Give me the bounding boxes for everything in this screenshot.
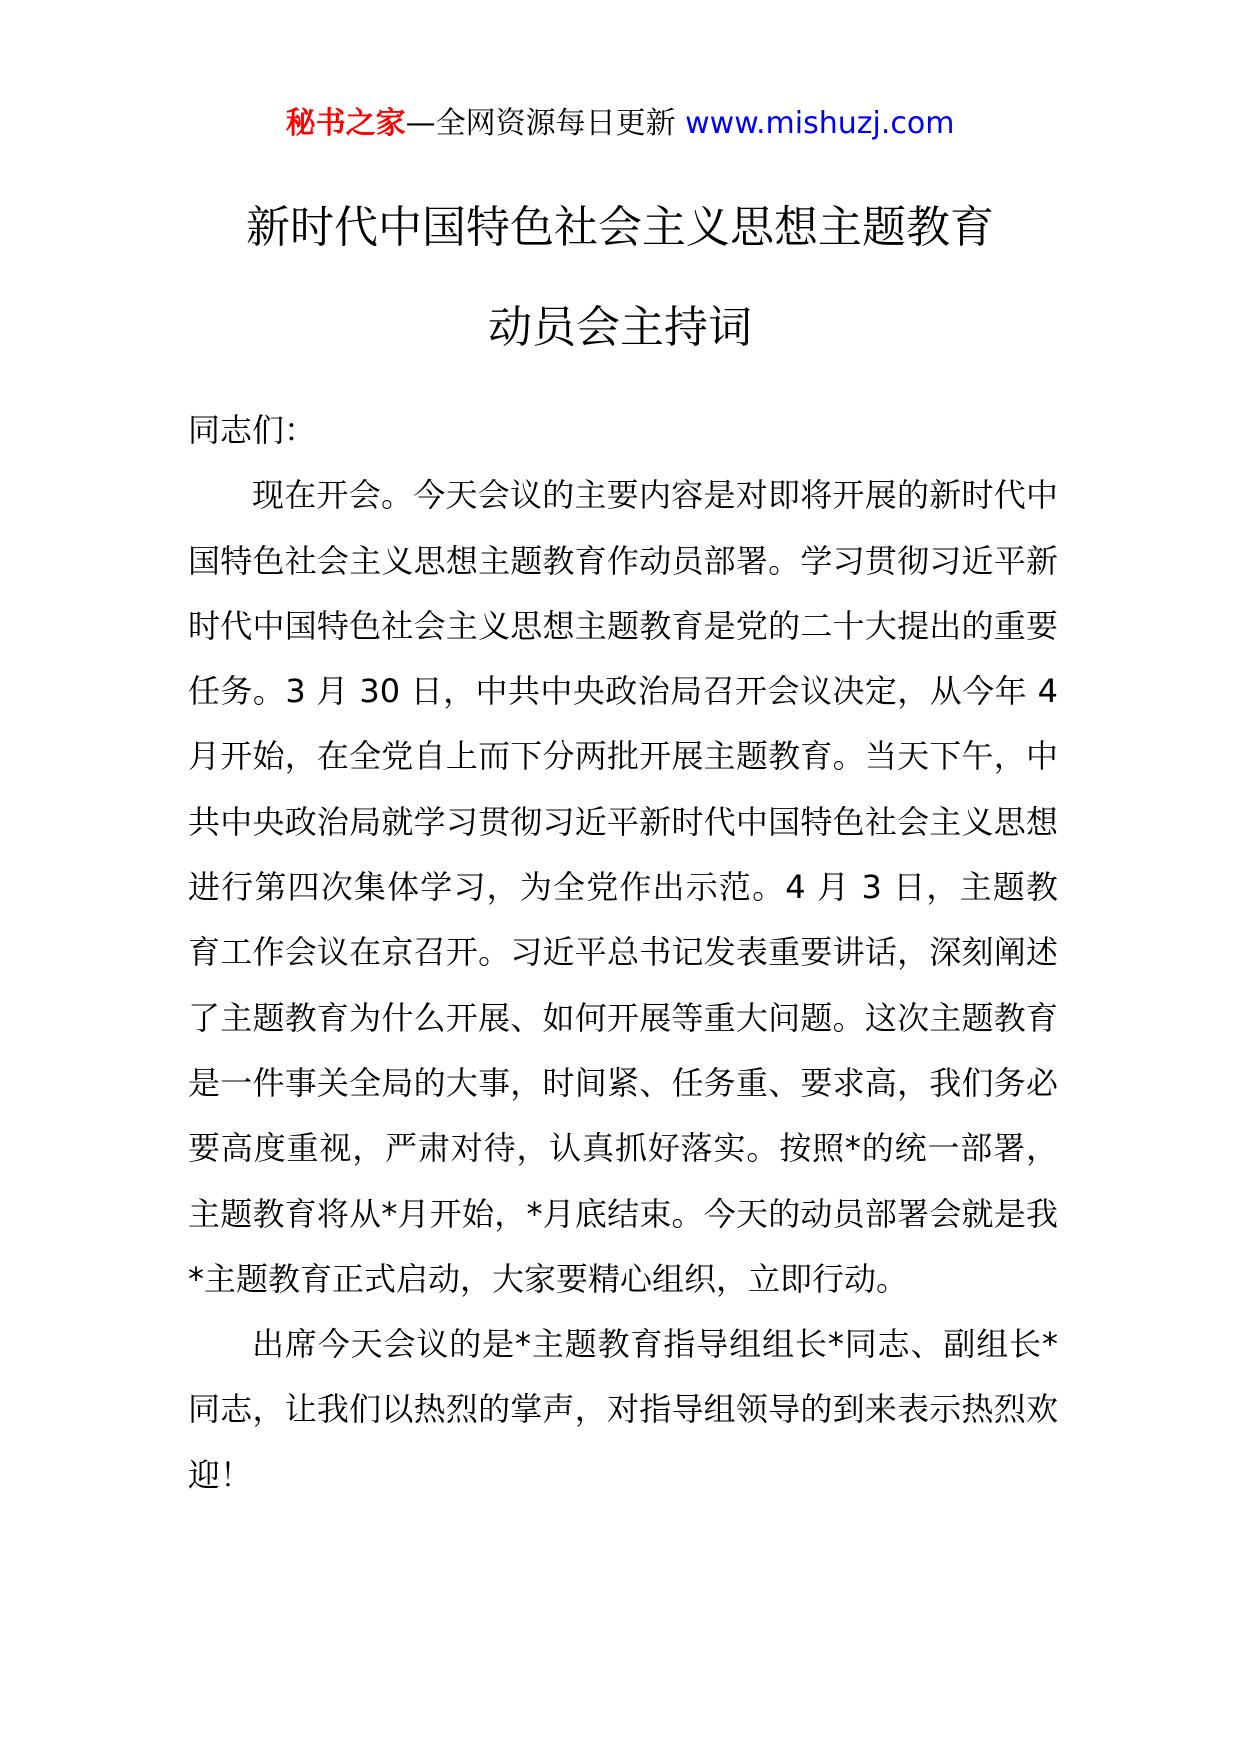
salutation: 同志们： <box>188 411 317 449</box>
paragraph-1: 现在开会。今天会议的主要内容是对即将开展的新时代中国特色社会主义思想主题教育作动员部署。学习贯彻习近平新时代中国特色社会主义思想主题教育是党的二十大提出的重要任务。3 月 30 日，中共中央政治局召开会议决定，从今年 4 月开始，在全党自上而下分两批开展主题教育。当天下午，中共中央政治局就学习贯彻习近平新时代中国特色社会主义思想进行第四次集体学习，为全党作出示范。4 月 3 日，主题教育工作会议在京召开。习近平总书记发表重要讲话，深刻阐述了主题教育为什么开展、如何开展等重大问题。这次主题教育是一件事关全局的大事，时间紧、任务重、要求高，我们务必要高度重视，严肃对待，认真抓好落实。按照*的统一部署，主题教育将从*月开始，*月底结束。今天的动员部署会就是我*主题教育正式启动，大家要精心组织，立即行动。 <box>188 476 1058 1298</box>
site-header-banner <box>0 102 1240 146</box>
site-url-link[interactable]: www.mishuzj.com <box>685 106 955 141</box>
document-body <box>188 398 1058 1508</box>
document-title-line-2: 动员会主持词 <box>488 302 752 353</box>
brand-name: 秘书之家 <box>285 106 406 141</box>
document-title-line-1: 新时代中国特色社会主义思想主题教育 <box>246 202 994 253</box>
brand-tagline: —全网资源每日更新 <box>405 106 676 141</box>
paragraph-2: 出席今天会议的是*主题教育指导组组长*同志、副组长*同志，让我们以热烈的掌声，对指导组领导的到来表示热烈欢迎！ <box>188 1325 1058 1494</box>
